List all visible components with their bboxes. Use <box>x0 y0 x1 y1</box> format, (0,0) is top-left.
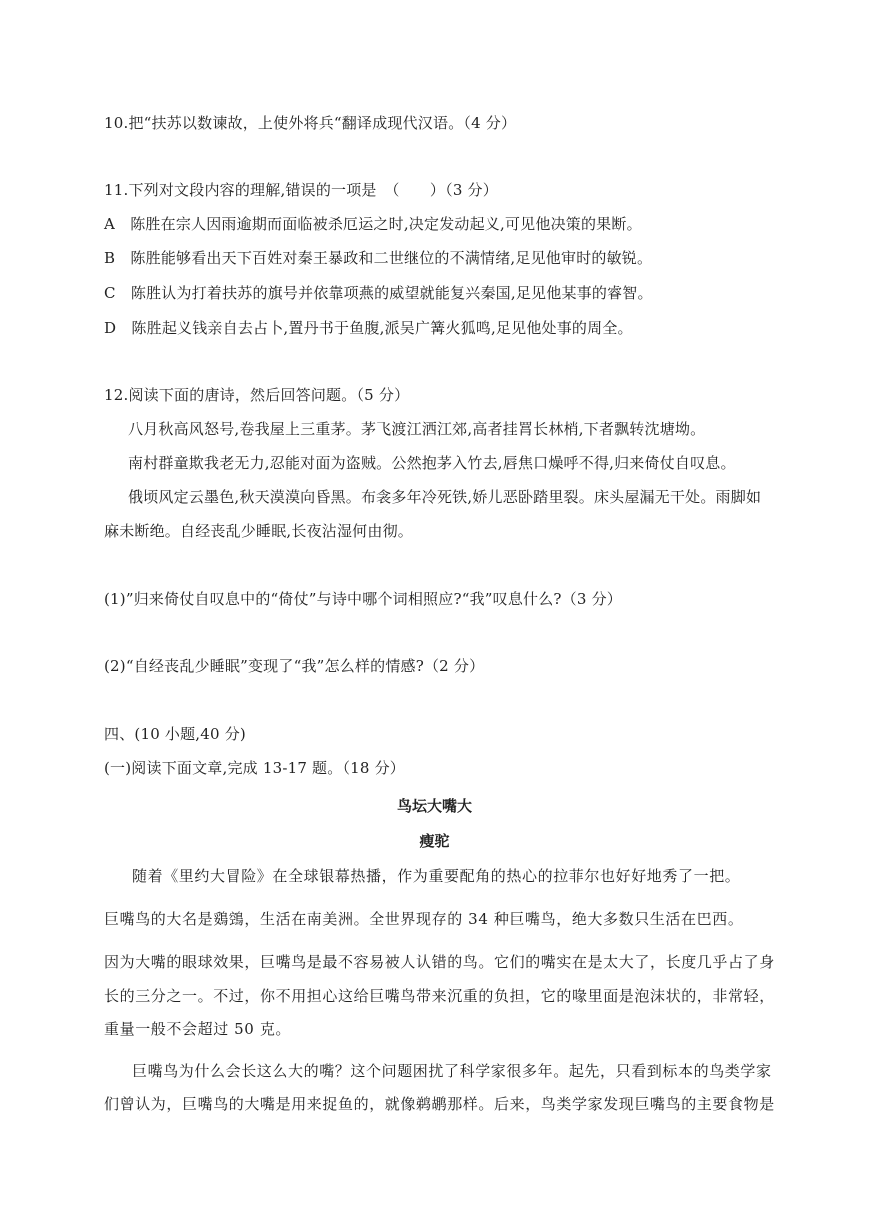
article-author: 瘦驼 <box>419 832 450 850</box>
section-4-heading: 四、(10 小题,40 分) <box>104 725 246 743</box>
article-paragraph-4-line-1: 巨嘴鸟为什么会长这么大的嘴？这个问题困扰了科学家很多年。起先，只看到标本的鸟类学家 <box>132 1062 772 1080</box>
option-c: C 陈胜认为打着扶苏的旗号并依靠项燕的威望就能复兴秦国,足见他某事的睿智。 <box>104 284 653 302</box>
article-title: 鸟坛大嘴大 <box>396 797 472 815</box>
article-paragraph-2: 巨嘴鸟的大名是鵎鵼，生活在南美洲。全世界现存的 34 种巨嘴鸟，绝大多数只生活在巴西。 <box>104 910 744 928</box>
article-paragraph-3-line-1: 因为大嘴的眼球效果，巨嘴鸟是最不容易被人认错的鸟。它们的嘴实在是太大了，长度几乎占了身 <box>104 953 775 971</box>
poem-line-4: 麻未断绝。自经丧乱少睡眠,长夜沾湿何由彻。 <box>104 522 413 540</box>
article-paragraph-3-line-2: 长的三分之一。不过，你不用担心这给巨嘴鸟带来沉重的负担，它的喙里面是泡沫状的，非常轻， <box>104 987 775 1005</box>
article-paragraph-1: 随着《里约大冒险》在全球银幕热播，作为重要配角的热心的拉菲尔也好好地秀了一把。 <box>132 867 741 885</box>
option-b: B 陈胜能够看出天下百姓对秦王暴政和二世继位的不满情绪,足见他审时的敏锐。 <box>104 249 653 267</box>
question-12-sub2: (2)“自经丧乱少睡眠”变现了“我”怎么样的情感?（2 分） <box>104 657 485 675</box>
question-12-stem: 12.阅读下面的唐诗，然后回答问题。（5 分） <box>104 386 410 404</box>
option-d: D 陈胜起义钱亲自去占卜,置丹书于鱼腹,派吴广篝火狐鸣,足见他处事的周全。 <box>104 319 633 337</box>
question-12-sub1: (1)”归来倚仗自叹息中的“倚仗”与诗中哪个词相照应?“我”叹息什么?（3 分） <box>104 590 622 608</box>
article-paragraph-4-line-2: 们曾认为，巨嘴鸟的大嘴是用来捉鱼的，就像鹈鹕那样。后来，鸟类学家发现巨嘴鸟的主要食物是 <box>104 1095 775 1113</box>
question-11-stem: 11.下列对文段内容的理解,错误的一项是 （ ）（3 分） <box>104 181 498 199</box>
question-10: 10.把“扶苏以数谏故，上使外将兵“翻译成现代汉语。（4 分） <box>104 114 517 132</box>
section-4-part-1: (一)阅读下面文章,完成 13-17 题。（18 分） <box>104 759 406 777</box>
poem-line-1: 八月秋高风怒号,卷我屋上三重茅。茅飞渡江洒江郊,高者挂罥长林梢,下者飘转沈塘坳。 <box>128 420 706 438</box>
article-paragraph-3-line-3: 重量一般不会超过 50 克。 <box>104 1020 292 1038</box>
poem-line-3: 俄顷风定云墨色,秋天漠漠向昏黑。布衾多年冷死铁,娇儿恶卧踏里裂。床头屋漏无干处。雨脚如 <box>128 488 762 506</box>
option-a: A 陈胜在宗人因雨逾期而面临被杀厄运之时,决定发动起义,可见他决策的果断。 <box>104 215 642 233</box>
poem-line-2: 南村群童欺我老无力,忍能对面为盗贼。公然抱茅入竹去,唇焦口燥呼不得,归来倚仗自叹息。 <box>128 454 736 472</box>
